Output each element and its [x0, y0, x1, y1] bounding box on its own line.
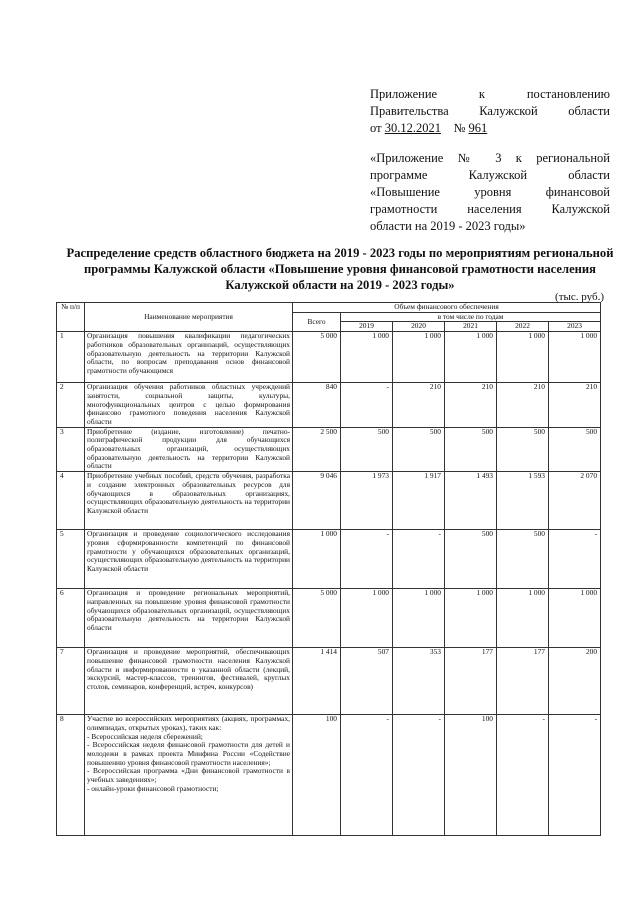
appendix-header [370, 86, 610, 137]
row-2020: 1 000 [393, 332, 445, 383]
row-name: Организация и проведение региональных мероприятий, направленных на повышение уровня финансовой грамотности обучающихся образовательных организаций, осуществляющих образовательную деятельность на территории Калужской области [85, 589, 293, 648]
document-date: 30.12.2021 [384, 121, 441, 135]
table-row [57, 648, 601, 715]
row-number: 7 [57, 648, 85, 715]
table-row [57, 332, 601, 383]
row-2020: 210 [393, 383, 445, 428]
row-number: 6 [57, 589, 85, 648]
row-number: 1 [57, 332, 85, 383]
document-number: 961 [468, 121, 488, 135]
row-name: Организация и проведение социологического исследования уровня сформированности компетенций по финансовой грамотности у обучающихся образовательных организаций, осуществляющих образовательную деятельность на территории Калужской области [85, 530, 293, 589]
row-2022: 500 [497, 530, 549, 589]
row-2020: 353 [393, 648, 445, 715]
row-2023: 210 [549, 383, 601, 428]
row-2022: 177 [497, 648, 549, 715]
table-row [57, 530, 601, 589]
row-2020: - [393, 530, 445, 589]
row-total: 1 000 [293, 530, 341, 589]
row-total: 9 046 [293, 472, 341, 530]
row-number: 5 [57, 530, 85, 589]
row-total: 2 500 [293, 427, 341, 472]
row-total: 5 000 [293, 589, 341, 648]
row-2020: 500 [393, 427, 445, 472]
row-2022: 1 000 [497, 589, 549, 648]
row-2019: - [341, 715, 393, 836]
appendix-date-line [370, 120, 610, 137]
row-total: 100 [293, 715, 341, 836]
row-2021: 500 [445, 427, 497, 472]
row-2022: - [497, 715, 549, 836]
program-line: «Приложение № 3 к региональной [370, 151, 610, 165]
program-line: «Повышение уровня финансовой [370, 185, 610, 199]
row-2019: 1 000 [341, 332, 393, 383]
row-2021: 1 000 [445, 589, 497, 648]
col-header-total: Всего [293, 312, 341, 331]
row-2022: 1 593 [497, 472, 549, 530]
col-header-year: 2022 [497, 322, 549, 332]
row-name-cell [85, 715, 293, 836]
col-header-year: 2020 [393, 322, 445, 332]
row-number: 3 [57, 427, 85, 472]
row-2019: 507 [341, 648, 393, 715]
document-title: Распределение средств областного бюджета на 2019 - 2023 годы по мероприятиям региональной программы Калужской области «Повышение уровня финансовой грамотности населения Калужской области на 2019 - 2023 годы» [66, 246, 614, 292]
row-2019: 1 000 [341, 589, 393, 648]
row-total: 1 414 [293, 648, 341, 715]
row-name: Приобретение (издание, изготовление) печатно-полиграфической продукции для обучающихся образовательных организаций, осуществляющих образовательную деятельность на территории Калужской области [85, 427, 293, 472]
row-2023: 500 [549, 427, 601, 472]
col-header-name: Наименование мероприятия [85, 303, 293, 332]
appendix-line: Приложение к постановлению [370, 87, 610, 101]
row-name: Участие во всероссийских мероприятиях (акциях, программах, олимпиадах, открытых уроках), таких как: [87, 714, 290, 732]
program-appendix-header [370, 150, 610, 235]
number-prefix: № [453, 121, 466, 135]
row-2021: 177 [445, 648, 497, 715]
program-line: программе Калужской области [370, 168, 610, 182]
table-row [57, 383, 601, 428]
row-2021: 500 [445, 530, 497, 589]
col-header-by-years: в том числе по годам [341, 312, 601, 322]
row-2021: 1 000 [445, 332, 497, 383]
row-2019: 1 973 [341, 472, 393, 530]
row-total: 840 [293, 383, 341, 428]
row-2023: 1 000 [549, 332, 601, 383]
row-2020: - [393, 715, 445, 836]
row-2021: 210 [445, 383, 497, 428]
row-2023: 1 000 [549, 589, 601, 648]
row-2023: - [549, 715, 601, 836]
sub-item: - Всероссийская неделя сбережений; [87, 731, 203, 741]
row-name: Организация повышения квалификации педагогических работников образовательных организаций, осуществляющих образовательную деятельность на территории Калужской области, по вопросам преподавания основ финансовой грамотности обучающимся [85, 332, 293, 383]
row-2019: - [341, 383, 393, 428]
table-row [57, 715, 601, 836]
row-name: Приобретение учебных пособий, средств обучения, разработка и создание электронных образовательных ресурсов для обучающихся в образовательных организациях, осуществляющих образовательную деятельность на территории Калужской области [85, 472, 293, 530]
col-header-year: 2019 [341, 322, 393, 332]
sub-item: - Всероссийская неделя финансовой грамотности для детей и молодежи в рамках проекта Минфина России «Содействие повышению уровня финансовой грамотности населения»; [87, 740, 290, 767]
row-2019: - [341, 530, 393, 589]
row-2021: 1 493 [445, 472, 497, 530]
program-line: области на 2019 - 2023 годы» [370, 219, 526, 233]
units-label: (тыс. руб.) [555, 291, 604, 303]
row-2020: 1 917 [393, 472, 445, 530]
row-2023: 2 070 [549, 472, 601, 530]
row-2020: 1 000 [393, 589, 445, 648]
row-total: 5 000 [293, 332, 341, 383]
col-header-volume: Объем финансового обеспечения [293, 303, 601, 313]
col-header-year: 2021 [445, 322, 497, 332]
row-name: Организация обучения работников областных учреждений занятости, социальной защиты, культуры, многофункциональных центров с целью формирования финансово грамотного поведения населения Калужской области [85, 383, 293, 428]
row-name: Организация и проведение мероприятий, обеспечивающих повышение финансовой грамотности населения Калужской области и информированности в указанной области (лекций, экскурсий, мастер-классов, тренингов, фестивалей, круглых столов, семинаров, конференций, встреч, конкурсов) [85, 648, 293, 715]
sub-item: - онлайн-уроки финансовой грамотности; [87, 783, 219, 793]
row-number: 8 [57, 715, 85, 836]
date-prefix: от [370, 121, 382, 135]
appendix-line: Правительства Калужской области [370, 104, 610, 118]
col-header-year: 2023 [549, 322, 601, 332]
row-2022: 210 [497, 383, 549, 428]
row-number: 2 [57, 383, 85, 428]
col-header-number: № п/п [57, 303, 85, 332]
table-row [57, 589, 601, 648]
table-row [57, 427, 601, 472]
row-2023: - [549, 530, 601, 589]
sub-item: - Всероссийская программа «Дни финансовой грамотности в учебных заведениях»; [87, 766, 290, 785]
program-line: грамотности населения Калужской [370, 202, 610, 216]
row-2019: 500 [341, 427, 393, 472]
budget-table [56, 302, 601, 836]
row-2022: 500 [497, 427, 549, 472]
row-2023: 200 [549, 648, 601, 715]
table-row [57, 472, 601, 530]
row-2022: 1 000 [497, 332, 549, 383]
row-2021: 100 [445, 715, 497, 836]
row-number: 4 [57, 472, 85, 530]
